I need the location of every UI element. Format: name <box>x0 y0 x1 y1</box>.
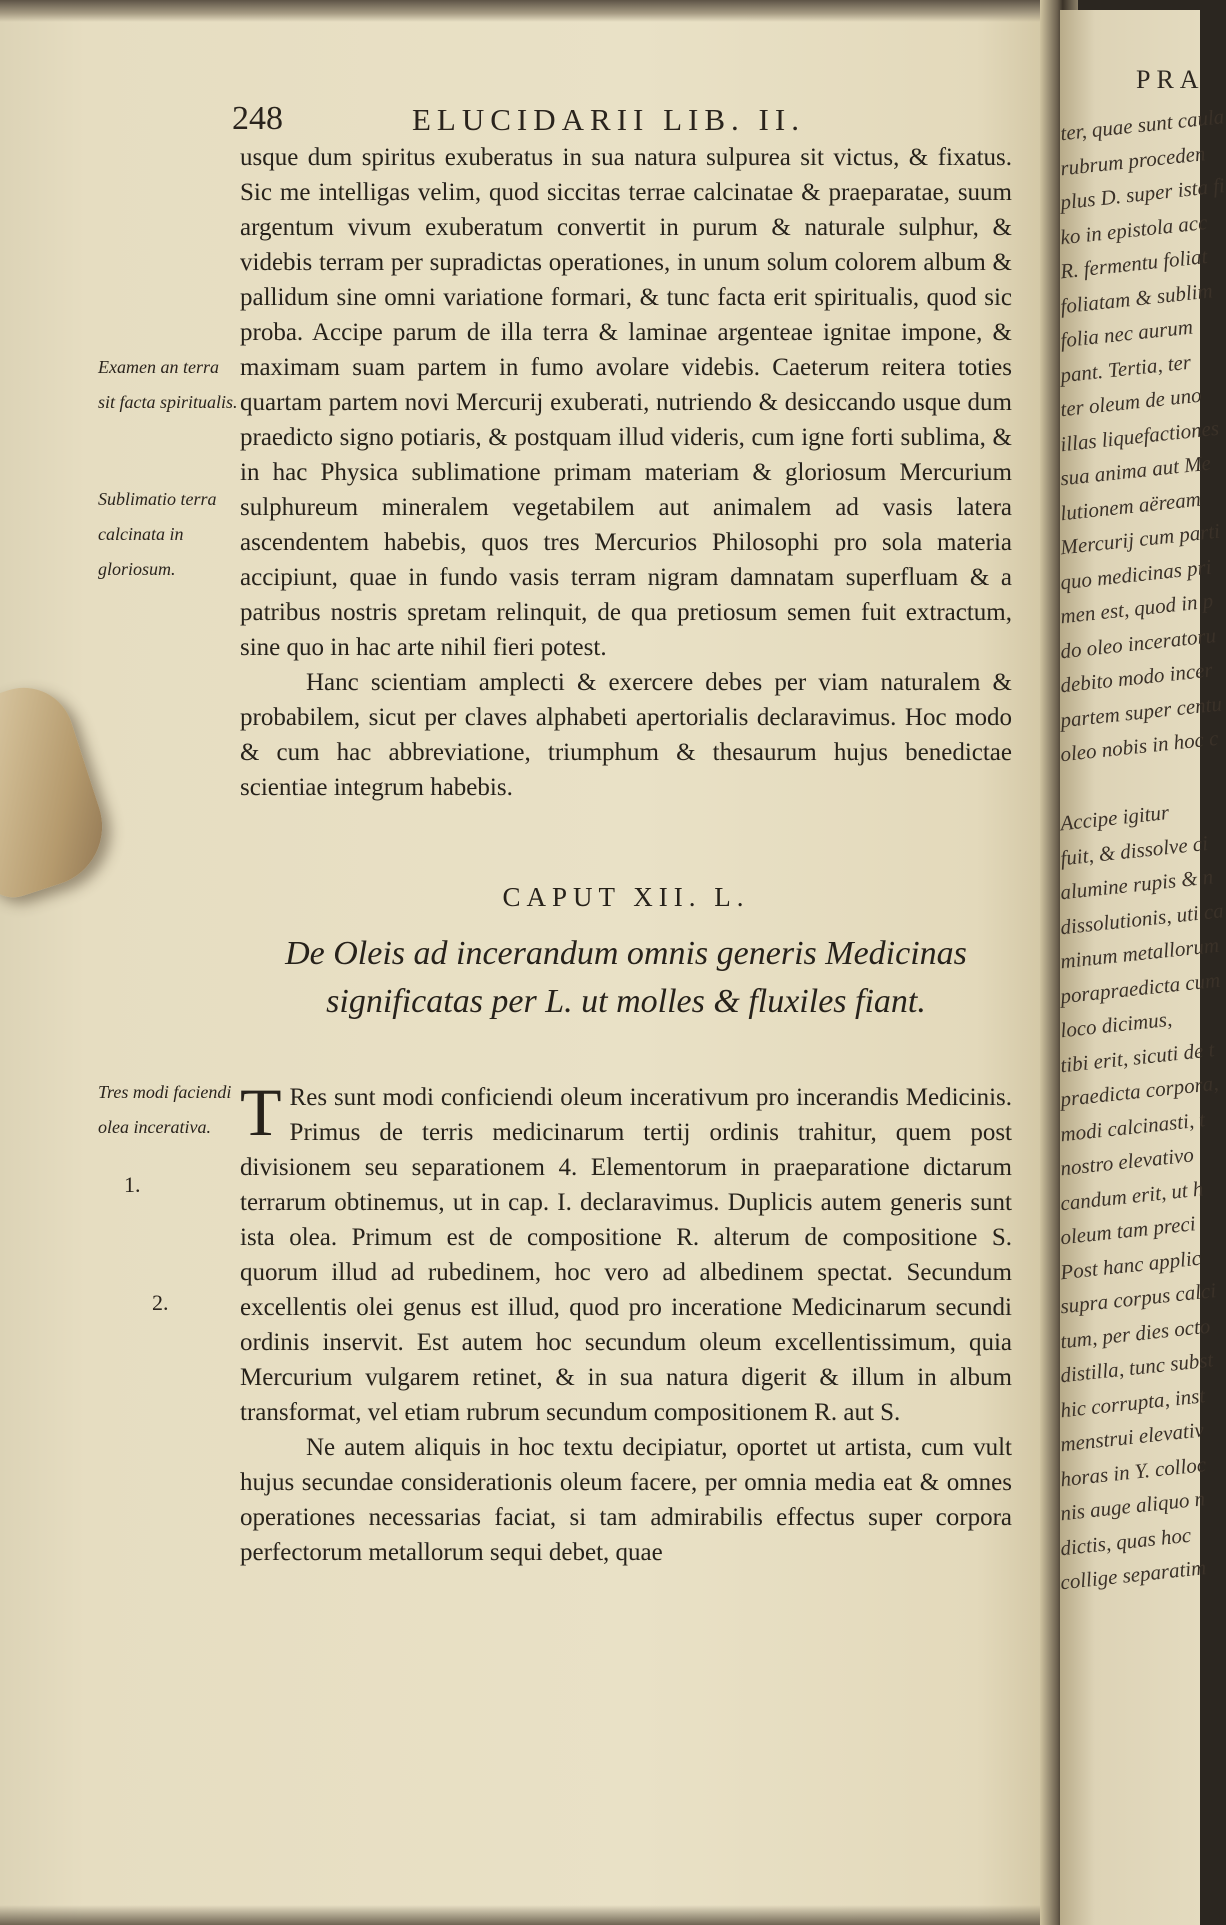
facing-page-line: dictis, quas hoc <box>1059 1522 1193 1560</box>
facing-page-line: nis auge aliquo n <box>1059 1486 1207 1526</box>
facing-page-line: foliatam & sublim <box>1059 277 1214 318</box>
chapter-heading: CAPUT XII. L. <box>502 882 750 912</box>
facing-page-line: rubrum proceden <box>1059 140 1207 180</box>
facing-page-line: Mercurij cum parti <box>1059 518 1222 560</box>
facing-page-line: alumine rupis & n <box>1059 864 1215 905</box>
facing-page-line: menstrui elevativ <box>1059 1417 1205 1457</box>
page-number: 248 <box>232 100 283 137</box>
facing-page-line: supra corpus calci <box>1059 1278 1218 1319</box>
facing-page-line: horas in Y. colloc <box>1059 1451 1208 1491</box>
facing-page-line: do oleo inceratoru <box>1059 622 1218 663</box>
paragraph: Ne autem aliquis in hoc textu decipiatur, oportet ut artista, cum vult hujus secundae considerationis oleum facere, per omnia media eat & omnes operationes necessarias faciat, si tam admirabilis effectus super corpora perfectorum metallorum sequi debet, quae <box>240 1434 1012 1566</box>
drop-cap: T <box>240 1074 282 1150</box>
facing-page-line: candum erit, ut h <box>1059 1175 1205 1215</box>
facing-page-line: lutionem aëream <box>1059 486 1202 525</box>
paragraph: Hanc scientiam amplecti & exercere debes per viam naturalem & probabilem, sicut per claves alphabeti apertorialis declaravimus. Hoc modo & cum hac abbreviatione, triumphum & thesaurum hujus benedictae scientiae integrum habebis. <box>240 669 1012 801</box>
facing-page-line: folia nec aurum <box>1059 314 1194 353</box>
facing-page-line: partem super centu <box>1059 690 1223 732</box>
text-block-2 <box>240 1074 1012 1570</box>
running-title: ELUCIDARII LIB. II. <box>412 102 805 137</box>
facing-page-line: plus D. super ista fi <box>1059 173 1226 215</box>
facing-page-line: men est, quod in p <box>1059 588 1215 629</box>
facing-page-line: modi calcinasti, t <box>1059 1106 1207 1146</box>
facing-page-line: ko in epistola acc <box>1059 209 1209 249</box>
facing-page-line: quo medicinas pri <box>1059 554 1213 594</box>
paragraph <box>240 1074 1012 1430</box>
facing-page-line: fuit, & dissolve ci <box>1059 830 1210 870</box>
paragraph-text: Res sunt modi conficiendi oleum incerativum pro incerandis Medicinis. Primus de terris medicinarum tertij ordinis trahitur, quem post divisionem seu separationem 4. Elementorum in praeparatione dictarum terrarum obtinemus, ut in cap. I. declaravimus. Duplicis autem generis sunt ista olea. Primum est de compositione R. alterum de compositione S. quorum illud ad rubedinem, hoc vero ad albedinem spectat. Secundum excellentis olei genus est illud, quod pro inceratione Medicinarum secundi ordinis inservit. Est autem hoc secundum oleum excellentissimum, quia Mercurium vulgarem retinet, & in sua natura digerit & illum in album transformat, vel etiam rubrum secundum compositionem R. aut S. <box>240 1084 1012 1426</box>
facing-page-line: oleum tam preci <box>1059 1211 1197 1250</box>
facing-page-line: tibi erit, sicuti de t <box>1059 1036 1216 1077</box>
facing-page-line: sua anima aut Me <box>1059 450 1212 491</box>
facing-page-line: distilla, tunc subst <box>1059 1347 1215 1388</box>
facing-page-line: R. fermentu foliat <box>1059 244 1209 284</box>
facing-page-line: dissolutionis, uti ca <box>1059 897 1225 939</box>
book-page-right <box>1059 10 1226 1925</box>
facing-page-line: oleo nobis in hoc c <box>1059 725 1220 767</box>
margin-number-2: 2. <box>152 1290 169 1315</box>
facing-page-line: porapraedicta cum <box>1059 967 1222 1008</box>
margin-number-1: 1. <box>124 1172 141 1197</box>
facing-page-line: nostro elevativo <box>1059 1142 1195 1181</box>
chapter-title: De Oleis ad incerandum omnis generis Medicinas significatas per L. ut molles & fluxiles fiant. <box>285 935 967 1020</box>
facing-page-line: praedicta corpora, <box>1059 1070 1220 1112</box>
paragraph: usque dum spiritus exuberatus in sua natura sulpurea sit victus, & fixatus. Sic me intelligas velim, quod siccitas terrae calcinatae & praeparatae, suum argentum vivum exuberatum convertit in purum & naturale sulphur, & videbis terram per supradictas operationes, in unum solum colorem album & pallidum sine omni variatione formari, & tunc facta erit spiritualis, quod sic proba. Accipe parum de illa terra & laminae argenteae ignitae impone, & maximam suam partem in fumo avolare videbis. Caeterum reitera toties quartam partem novi Mercurij exuberati, nutriendo & desiccando usque dum praedicto signo potiaris, & postquam illud videris, cum igne forti sublima, & in hac Physica sublimatione primam materiam & gloriosum Mercurium sulphureum mineralem vegetabilem aut animalem ad vasis latera ascendentem habebis, quos tres Mercurios Philosophi pro sola materia accipiunt, quae in fundo vasis terram nigram damnatam superfluam & a patribus nostris spretam relinquit, de qua pretiosum semen fuit extractum, sine quo in hac arte nihil fieri potest. <box>240 144 1012 661</box>
page-bottom-shadow <box>0 1905 1062 1925</box>
margin-note-examen: Examen an terra sit facta spiritualis. <box>98 357 238 412</box>
text-block-1 <box>240 140 1012 805</box>
facing-page-line: Post hanc applic <box>1059 1245 1203 1284</box>
facing-page-line: hic corrupta, inst <box>1059 1382 1207 1422</box>
facing-page-line: tum, per dies octo <box>1059 1313 1212 1353</box>
margin-note-tres-modi: Tres modi faciendi olea incerativa. <box>98 1082 232 1137</box>
facing-page-line: minum metallorum <box>1059 932 1221 974</box>
page-top-shadow <box>0 0 1062 22</box>
facing-page-line: loco dicimus, <box>1059 1006 1174 1043</box>
facing-page-line: illas liquefactiones <box>1059 415 1221 456</box>
facing-page-line: Accipe igitur <box>1059 800 1171 836</box>
facing-page-line: ter, quae sunt caula <box>1059 104 1226 146</box>
facing-page-line: debito modo incer <box>1059 657 1214 698</box>
facing-page-line: pant. Tertia, ter <box>1059 349 1193 387</box>
facing-page-line: collige separatim <box>1059 1555 1208 1595</box>
margin-note-sublimatio: Sublimatio terra calcinata in gloriosum. <box>98 489 217 579</box>
facing-page-line: ter oleum de uno <box>1059 382 1203 422</box>
facing-page-head: PRA <box>1136 65 1205 94</box>
